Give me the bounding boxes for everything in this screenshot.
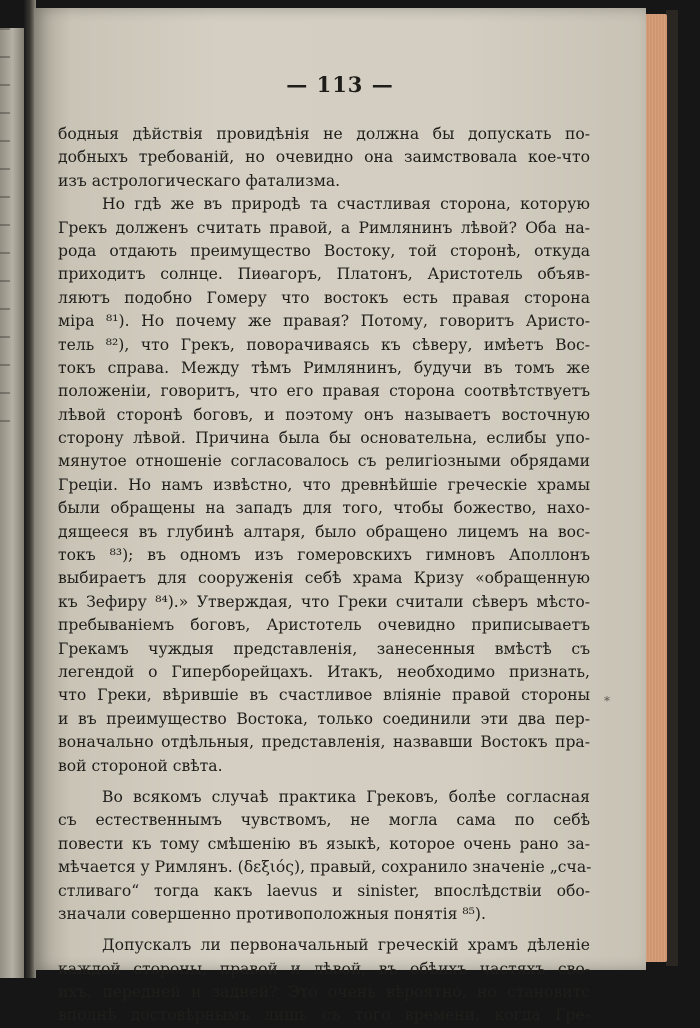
- paragraph: [58, 934, 590, 1028]
- text-line: приходитъ солнце. Пиѳагоръ, Платонъ, Аристотель объяв-: [58, 265, 590, 284]
- page-block-edge: [645, 14, 667, 962]
- text-line: ихъ, передней и задней? Это очень вѣроятно, но становитс: [58, 983, 590, 1002]
- margin-mark: *: [604, 694, 610, 708]
- text-line: Допускалъ ли первоначальный греческій храмъ дѣленіе: [102, 936, 590, 955]
- paragraph: [58, 786, 590, 926]
- text-line: лѣвой сторонѣ боговъ, и поэтому онъ называетъ восточную: [58, 405, 590, 424]
- text-line: вполнѣ достовѣрнымъ лишь съ того времени, когда Гре-: [58, 1006, 590, 1025]
- text-line: вой стороной свѣта.: [58, 756, 223, 775]
- text-line: значали совершенно противоположныя понятія ⁸⁵).: [58, 904, 486, 923]
- text-line: изъ астрологическаго фатализма.: [58, 171, 341, 190]
- left-page-edge: [0, 28, 26, 978]
- page-number: — 113 —: [286, 72, 394, 97]
- text-line: воначально отдѣльныя, представленія, назвавши Востокъ пра-: [58, 733, 590, 752]
- text-line: каждой стороны, правой и лѣвой, въ обѣихъ частяхъ сво-: [58, 959, 590, 978]
- text-line: дящееся въ глубинѣ алтаря, было обращено лицемъ на вос-: [58, 522, 590, 541]
- text-line: Во всякомъ случаѣ практика Грековъ, болѣе согласная: [102, 787, 590, 806]
- text-line: что Греки, вѣрившіе въ счастливое вліяніе правой стороны: [58, 686, 590, 705]
- text-line: съ естественнымъ чувствомъ, не могла сама по себѣ: [58, 811, 590, 830]
- text-line: были обращены на западъ для того, чтобы божество, нахо-: [58, 499, 590, 518]
- text-line: токъ ⁸³); въ одномъ изъ гомеровскихъ гимновъ Аполлонъ: [58, 546, 590, 565]
- paragraph: [58, 193, 590, 778]
- text-line: Греціи. Но намъ извѣстно, что древнѣйшіе греческіе храмы: [58, 475, 590, 494]
- text-line: сторону лѣвой. Причина была бы основательна, еслибы упо-: [58, 429, 590, 448]
- text-line: Но гдѣ же въ природѣ та счастливая сторона, которую: [102, 195, 590, 214]
- text-line: Грекамъ чуждыя представленія, занесенныя вмѣстѣ съ: [58, 639, 590, 658]
- text-line: стливаго“ тогда какъ laevus и sinister, впослѣдствіи обо-: [58, 881, 590, 900]
- text-line: Грекъ долженъ считать правой, а Римлянинъ лѣвой? Оба на-: [58, 218, 590, 237]
- text-line: и въ преимущество Востока, только соединили эти два пер-: [58, 709, 590, 728]
- text-line: бодныя дѣйствія провидѣнія не должна бы допускать по-: [58, 125, 590, 143]
- text-line: положеніи, говоритъ, что его правая сторона соотвѣтствуетъ: [58, 382, 590, 401]
- paragraph: [58, 123, 590, 193]
- text-line: къ Зефиру ⁸⁴).» Утверждая, что Греки считали сѣверъ мѣсто-: [58, 592, 590, 611]
- text-line: рода отдають преимущество Востоку, той сторонѣ, откуда: [58, 241, 590, 260]
- text-line: мѣчается у Римлянъ. (δεξιός), правый, сохранило значеніе „сча-: [58, 858, 592, 877]
- text-line: міра ⁸¹). Но почему же правая? Потому, говоритъ Аристо-: [58, 312, 590, 331]
- text-line: выбираетъ для сооруженія себѣ храма Кризу «обращенную: [58, 569, 590, 588]
- text-line: повести къ тому смѣшенію въ языкѣ, которое очень рано за-: [58, 834, 590, 853]
- book-cover-edge: [666, 10, 678, 966]
- text-line: мянутое отношеніе согласовалось съ религіозными обрядами: [58, 452, 590, 471]
- text-line: тель ⁸²), что Грекъ, поворачиваясь къ сѣверу, имѣетъ Вос-: [58, 335, 590, 354]
- book-page: [34, 8, 646, 1025]
- text-line: токъ справа. Между тѣмъ Римлянинъ, будучи въ томъ же: [58, 358, 590, 377]
- text-line: пребываніемъ боговъ, Аристотель очевидно приписываетъ: [58, 616, 590, 635]
- text-line: ляютъ подобно Гомеру что востокъ есть правая сторона: [58, 288, 590, 307]
- text-line: легендой о Гиперборейцахъ. Итакъ, необходимо признать,: [58, 662, 590, 681]
- text-line: добныхъ требованій, но очевидно она заимствовала кое-что: [58, 148, 590, 167]
- page-body-text: [58, 123, 590, 1028]
